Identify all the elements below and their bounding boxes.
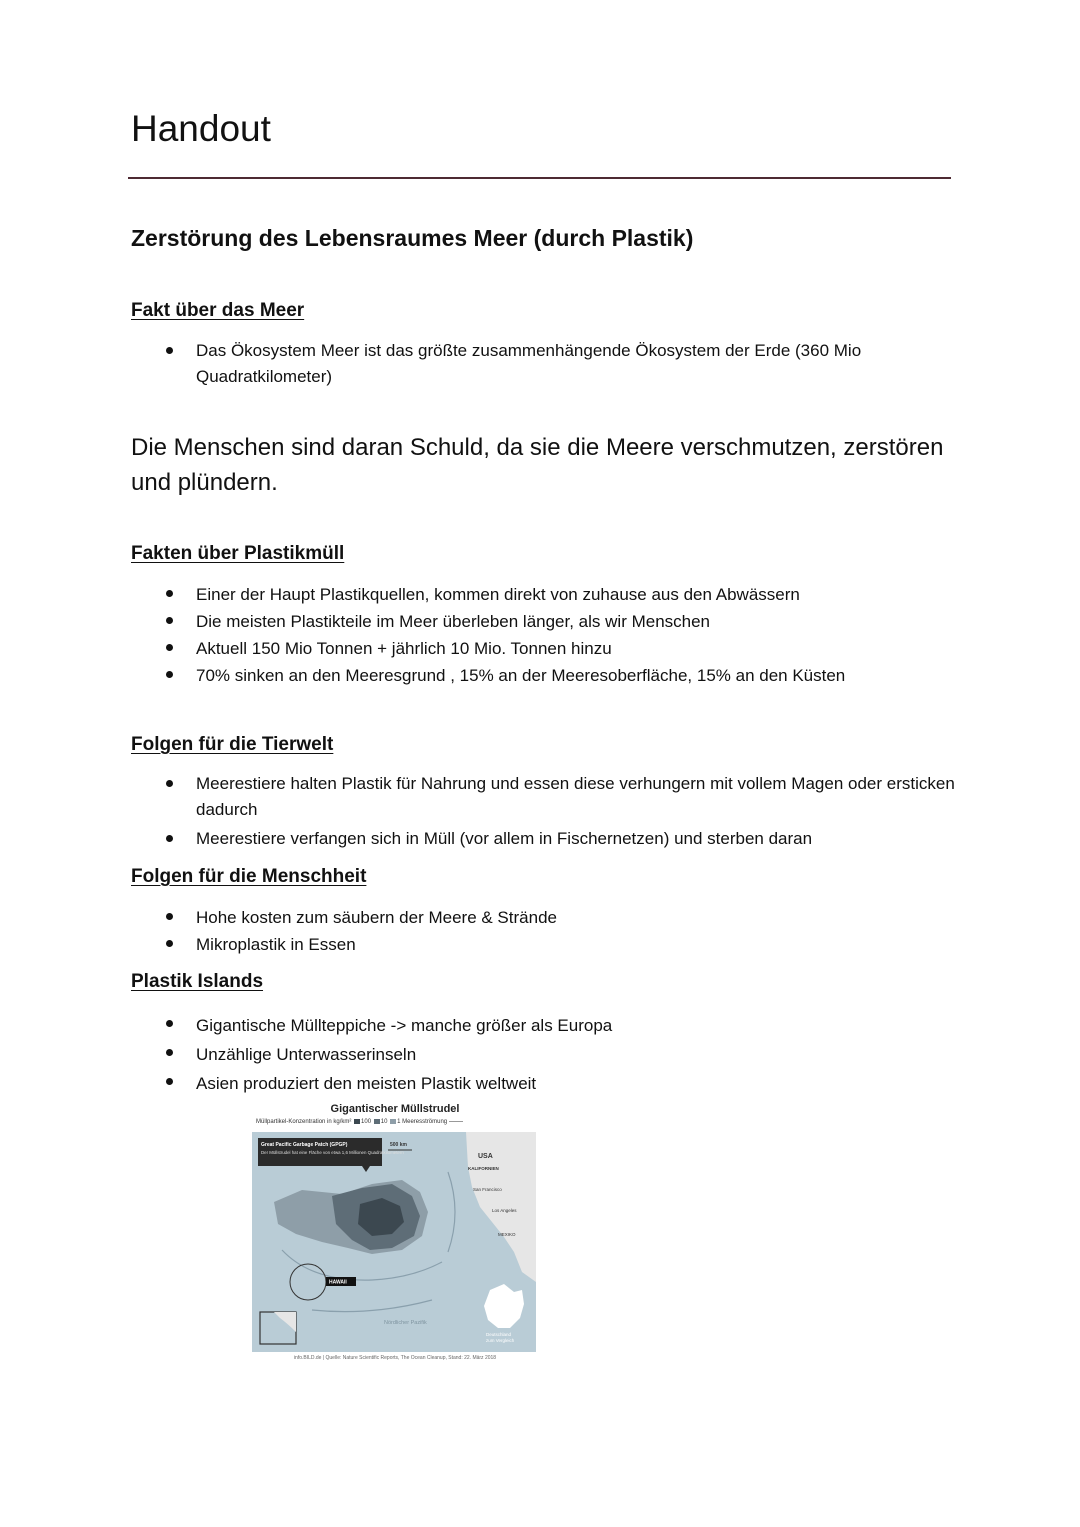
map-title: Gigantischer Müllstrudel <box>330 1103 460 1115</box>
heading-folgen-tierwelt: Folgen für die Tierwelt <box>131 734 334 755</box>
map-label-pazifik: Nördlicher Pazifik <box>384 1320 427 1326</box>
map-label-san-francisco: San Francisco <box>473 1187 502 1192</box>
callout-text: Der Müllstrudel hat eine Fläche von etwa 1,6 Millionen Quadratkilometern <box>261 1150 404 1155</box>
list-item: Meerestiere verfangen sich in Müll (vor allem in Fischernetzen) und sterben daran <box>160 826 960 852</box>
list-folgen-tierwelt <box>160 771 960 852</box>
list-item: Aktuell 150 Mio Tonnen + jährlich 10 Mio. Tonnen hinzu <box>160 635 950 662</box>
heading-plastik-islands: Plastik Islands <box>131 971 264 992</box>
map-label-usa: USA <box>478 1153 493 1160</box>
list-fakten-plastikmuell <box>160 581 950 689</box>
list-item: Das Ökosystem Meer ist das größte zusammenhängende Ökosystem der Erde (360 Mio Quadratkilometer) <box>160 338 920 390</box>
page-title: Handout <box>131 108 271 149</box>
list-item: Unzählige Unterwasserinseln <box>160 1040 950 1069</box>
garbage-patch-map-figure <box>250 1103 540 1365</box>
list-item: 70% sinken an den Meeresgrund , 15% an der Meeresoberfläche, 15% an den Küsten <box>160 662 950 689</box>
map-legend <box>256 1119 540 1125</box>
list-item: Mikroplastik in Essen <box>160 931 950 958</box>
callout-title: Great Pacific Garbage Patch (GPGP) <box>261 1142 348 1148</box>
map-label-vergleich: zum Vergleich <box>486 1338 515 1343</box>
list-folgen-menschheit <box>160 904 950 958</box>
map-label-los-angeles: Los Angeles <box>492 1208 517 1213</box>
list-fakt-meer <box>160 338 920 390</box>
map-source: info.BILD.de | Quelle: Nature Scientific Reports, The Ocean Cleanup, Stand: 22. März 2018 <box>293 1355 497 1361</box>
list-item: Einer der Haupt Plastikquellen, kommen direkt von zuhause aus den Abwässern <box>160 581 950 608</box>
map-label-hawaii: HAWAII <box>329 1279 347 1286</box>
heading-fakt-meer: Fakt über das Meer <box>131 300 305 321</box>
legend-value: 10 <box>380 1119 388 1126</box>
heading-fakten-plastikmuell: Fakten über Plastikmüll <box>131 543 345 564</box>
heading-folgen-menschheit: Folgen für die Menschheit <box>131 866 367 887</box>
scale-label: 500 km <box>390 1142 407 1148</box>
document-subtitle: Zerstörung des Lebensraumes Meer (durch Plastik) <box>131 225 694 251</box>
pacific-map <box>252 1132 536 1352</box>
title-divider <box>128 177 951 179</box>
legend-value: 1 <box>397 1119 401 1126</box>
map-label-kalifornien: KALIFORNIEN <box>468 1166 499 1171</box>
list-plastik-islands <box>160 1011 950 1098</box>
list-item: Asien produziert den meisten Plastik weltweit <box>160 1069 950 1098</box>
list-item: Die meisten Plastikteile im Meer überleben länger, als wir Menschen <box>160 608 950 635</box>
legend-value: 100 <box>361 1119 372 1126</box>
map-label-mexiko: MEXIKO <box>498 1232 516 1237</box>
legend-swatch-mid <box>374 1119 380 1124</box>
list-item: Gigantische Müllteppiche -> manche größer als Europa <box>160 1011 950 1040</box>
current-arrow-icon <box>449 1121 463 1122</box>
map-label-deutschland: Deutschland <box>486 1332 512 1337</box>
statement-text: Die Menschen sind daran Schuld, da sie die Meere verschmutzen, zerstören und plündern. <box>131 434 944 496</box>
list-item: Meerestiere halten Plastik für Nahrung und essen diese verhungern mit vollem Magen oder ersticken dadurch <box>160 771 960 823</box>
legend-swatch-light <box>390 1119 396 1124</box>
list-item: Hohe kosten zum säubern der Meere & Strände <box>160 904 950 931</box>
legend-label: Müllpartikel-Konzentration in kg/km² <box>256 1119 352 1126</box>
legend-current: Meeresströmung <box>402 1119 448 1126</box>
legend-swatch-dark <box>354 1119 360 1124</box>
